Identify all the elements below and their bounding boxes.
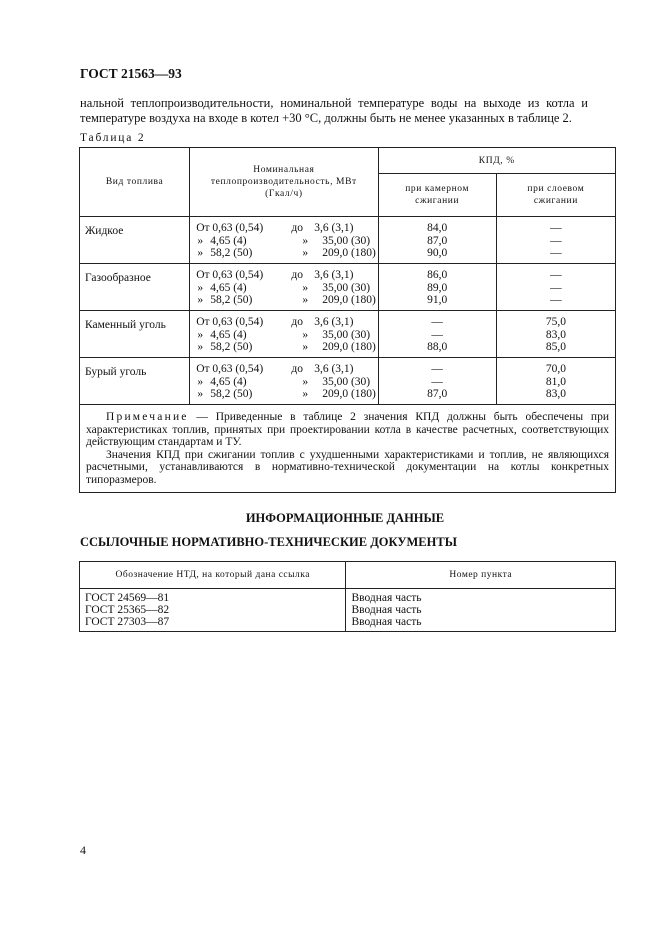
chamber-value: 84,0: [427, 222, 448, 234]
table-2-caption: Таблица 2: [80, 132, 146, 144]
layer-efficiency: [496, 311, 615, 358]
range-to: 3,6 (3,1): [314, 316, 354, 328]
range-to: 209,0 (180): [322, 341, 376, 353]
range-mark: »: [302, 388, 309, 400]
chamber-value: 89,0: [427, 281, 448, 294]
range-to: 35,00 (30): [322, 328, 371, 341]
fuel-type: Бурый уголь: [80, 358, 190, 405]
range-from: От 0,63 (0,54): [196, 269, 264, 281]
ditto-mark: »: [197, 341, 204, 353]
info-heading: ИНФОРМАЦИОННЫЕ ДАННЫЕ: [245, 511, 445, 525]
range-from: 58,2 (50): [210, 388, 253, 400]
table-row: [80, 264, 616, 311]
layer-value: 70,0: [545, 363, 566, 375]
layer-efficiency: [496, 217, 615, 264]
capacity-range: [196, 388, 377, 401]
range-to: 209,0 (180): [322, 247, 376, 259]
header-efficiency: КПД, %: [378, 148, 615, 174]
ref-header-designation: Обозначение НТД, на который дана ссылка: [80, 562, 346, 589]
capacity-ranges: [190, 358, 378, 405]
capacity-range: [196, 222, 377, 235]
ditto-mark: »: [197, 234, 204, 247]
ref-designation: ГОСТ 25365—82: [85, 604, 170, 616]
range-mark: »: [302, 281, 309, 294]
fuel-type: Каменный уголь: [80, 311, 190, 358]
range-to: 209,0 (180): [322, 388, 376, 400]
chamber-value: 87,0: [427, 388, 448, 400]
ref-header-clause: Номер пункта: [346, 562, 616, 589]
range-mark: »: [302, 341, 309, 353]
capacity-range: [196, 341, 377, 354]
note-label: Примечание: [106, 411, 189, 423]
range-from: От 0,63 (0,54): [196, 363, 264, 375]
chamber-efficiency: [378, 264, 496, 311]
layer-value: —: [550, 222, 562, 234]
range-mark: до: [291, 222, 303, 234]
page-number: 4: [80, 843, 86, 857]
chamber-efficiency: [378, 217, 496, 264]
note-text-1: — Приведенные в таблице 2 значения КПД должны быть обеспечены при характеристиках топлив, принятых при проектировании котла в качестве расчетных, соответствующих действующим стандартам и ТУ.: [86, 411, 609, 448]
fuel-type: Жидкое: [80, 217, 190, 264]
header-capacity: Номинальная теплопроизводительность, МВт (Гкал/ч): [190, 148, 378, 217]
header-layer: при слоевом сжигании: [496, 174, 615, 217]
range-mark: »: [302, 294, 309, 306]
chamber-value: —: [431, 328, 443, 341]
ref-clause: Вводная часть: [351, 604, 422, 616]
intro-paragraph: нальной теплопроизводительности, номинальной температуре воды на выходе из котла и температуре воздуха на входе в котел +30 °С, должны быть не менее указанных в таблице 2.: [80, 96, 588, 125]
header-fuel: Вид топлива: [80, 148, 190, 217]
chamber-value: —: [431, 316, 443, 328]
layer-efficiency: [496, 264, 615, 311]
table-note: [80, 405, 616, 493]
note-text-2: Значения КПД при сжигании топлив с ухудшенными характеристиками и топлив, не являющихся расчетными, устанавливаются в нормативно-технической документации на котлы конкретных типоразмеров.: [86, 448, 609, 486]
ref-designation: ГОСТ 27303—87: [85, 616, 170, 628]
layer-value: 83,0: [545, 328, 566, 341]
layer-value: 81,0: [545, 375, 566, 388]
chamber-efficiency: [378, 358, 496, 405]
efficiency-table: [79, 147, 616, 493]
range-to: 3,6 (3,1): [314, 269, 354, 281]
capacity-range: [196, 269, 377, 282]
range-from: 4,65 (4): [210, 281, 247, 294]
ditto-mark: »: [197, 375, 204, 388]
range-mark: до: [291, 269, 303, 281]
ditto-mark: »: [197, 328, 204, 341]
range-mark: »: [302, 247, 309, 259]
ditto-mark: »: [197, 281, 204, 294]
chamber-value: 90,0: [427, 247, 448, 259]
capacity-range: [196, 282, 377, 295]
range-to: 3,6 (3,1): [314, 363, 354, 375]
layer-value: 83,0: [545, 388, 566, 400]
references-heading: ССЫЛОЧНЫЕ НОРМАТИВНО-ТЕХНИЧЕСКИЕ ДОКУМЕНТЫ: [80, 535, 457, 549]
capacity-range: [196, 363, 377, 376]
layer-value: —: [550, 269, 562, 281]
ref-clause: Вводная часть: [351, 616, 422, 628]
layer-value: 75,0: [545, 316, 566, 328]
range-mark: »: [302, 375, 309, 388]
range-from: 4,65 (4): [210, 375, 247, 388]
range-from: 58,2 (50): [210, 247, 253, 259]
ditto-mark: »: [197, 247, 204, 259]
chamber-value: 91,0: [427, 294, 448, 306]
references-table: [79, 561, 616, 632]
capacity-ranges: [190, 217, 378, 264]
capacity-range: [196, 329, 377, 342]
capacity-range: [196, 376, 377, 389]
range-from: 58,2 (50): [210, 341, 253, 353]
range-from: 58,2 (50): [210, 294, 253, 306]
range-to: 3,6 (3,1): [314, 222, 354, 234]
layer-value: —: [550, 247, 562, 259]
range-mark: »: [302, 328, 309, 341]
ditto-mark: »: [197, 388, 204, 400]
range-to: 35,00 (30): [322, 375, 371, 388]
range-to: 209,0 (180): [322, 294, 376, 306]
capacity-range: [196, 235, 377, 248]
capacity-range: [196, 294, 377, 307]
range-to: 35,00 (30): [322, 281, 371, 294]
ref-clause: Вводная часть: [351, 592, 422, 604]
chamber-value: —: [431, 375, 443, 388]
chamber-value: 86,0: [427, 269, 448, 281]
layer-efficiency: [496, 358, 615, 405]
range-from: 4,65 (4): [210, 328, 247, 341]
capacity-range: [196, 316, 377, 329]
capacity-ranges: [190, 311, 378, 358]
range-from: От 0,63 (0,54): [196, 222, 264, 234]
chamber-value: 87,0: [427, 234, 448, 247]
layer-value: —: [550, 281, 562, 294]
range-to: 35,00 (30): [322, 234, 371, 247]
table-row: [80, 311, 616, 358]
table-row: [80, 358, 616, 405]
capacity-range: [196, 247, 377, 260]
chamber-value: 88,0: [427, 341, 448, 353]
ref-designations: [80, 589, 346, 632]
chamber-efficiency: [378, 311, 496, 358]
range-from: 4,65 (4): [210, 234, 247, 247]
layer-value: —: [550, 234, 562, 247]
layer-value: 85,0: [545, 341, 566, 353]
table-row: [80, 217, 616, 264]
document-title: ГОСТ 21563—93: [80, 66, 182, 81]
ditto-mark: »: [197, 294, 204, 306]
range-mark: до: [291, 316, 303, 328]
chamber-value: —: [431, 363, 443, 375]
range-mark: до: [291, 363, 303, 375]
capacity-ranges: [190, 264, 378, 311]
ref-designation: ГОСТ 24569—81: [85, 592, 170, 604]
ref-clauses: [346, 589, 616, 632]
range-mark: »: [302, 234, 309, 247]
range-from: От 0,63 (0,54): [196, 316, 264, 328]
layer-value: —: [550, 294, 562, 306]
header-chamber: при камерном сжигании: [378, 174, 496, 217]
fuel-type: Газообразное: [80, 264, 190, 311]
